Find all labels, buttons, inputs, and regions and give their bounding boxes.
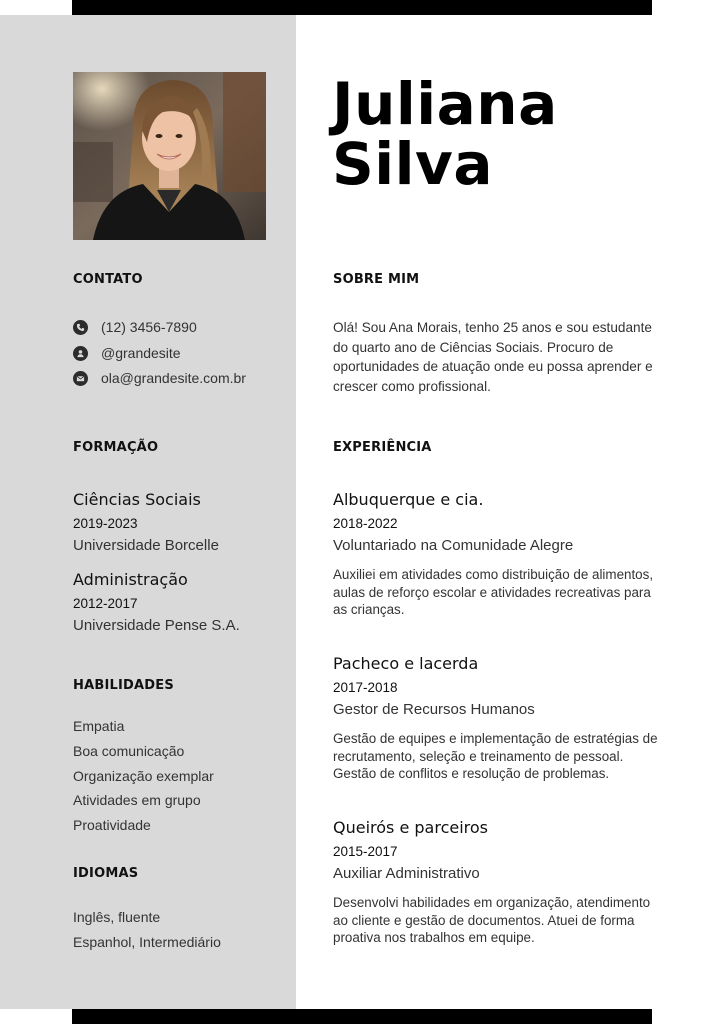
skill-item: Atividades em grupo bbox=[73, 792, 201, 808]
job-company: Pacheco e lacerda bbox=[333, 654, 479, 673]
education-title: Ciências Sociais bbox=[73, 490, 201, 509]
skill-item: Boa comunicação bbox=[73, 743, 185, 759]
skill-item: Proatividade bbox=[73, 817, 151, 833]
phone-icon bbox=[73, 320, 88, 335]
languages-heading: IDIOMAS bbox=[73, 866, 139, 881]
job-role: Auxiliar Administrativo bbox=[333, 865, 480, 882]
top-border-bar bbox=[72, 0, 652, 15]
user-icon bbox=[73, 346, 88, 361]
last-name: Silva bbox=[332, 130, 493, 198]
language-item: Espanhol, Intermediário bbox=[73, 934, 221, 950]
about-heading: SOBRE MIM bbox=[333, 272, 420, 287]
contact-heading: CONTATO bbox=[73, 272, 143, 287]
job-role: Voluntariado na Comunidade Alegre bbox=[333, 537, 574, 554]
email-text: ola@grandesite.com.br bbox=[101, 370, 246, 386]
person-name bbox=[332, 70, 558, 198]
education-years: 2019-2023 bbox=[73, 516, 138, 531]
education-heading: FORMAÇÃO bbox=[73, 440, 159, 455]
first-name: Juliana bbox=[332, 70, 558, 138]
phone-text: (12) 3456-7890 bbox=[101, 319, 197, 335]
contact-phone bbox=[73, 317, 197, 337]
contact-email bbox=[73, 368, 246, 388]
contact-social bbox=[73, 343, 181, 363]
job-years: 2015-2017 bbox=[333, 844, 398, 859]
job-company: Queirós e parceiros bbox=[333, 818, 489, 837]
profile-photo bbox=[73, 72, 266, 240]
language-item: Inglês, fluente bbox=[73, 909, 161, 925]
bottom-border-bar bbox=[72, 1009, 652, 1024]
skill-item: Empatia bbox=[73, 718, 125, 734]
job-company: Albuquerque e cia. bbox=[333, 490, 484, 509]
skill-item: Organização exemplar bbox=[73, 768, 214, 784]
job-description: Auxiliei em atividades como distribuição de alimentos, aulas de reforço escolar e atividades recreativas para as crianças. bbox=[333, 567, 654, 617]
mail-icon bbox=[73, 371, 88, 386]
about-text: Olá! Sou Ana Morais, tenho 25 anos e sou estudante do quarto ano de Ciências Sociais. Procuro de oportunidades de atuação onde eu possa aprender e crescer como profissional. bbox=[333, 320, 653, 394]
skills-heading: HABILIDADES bbox=[73, 678, 174, 693]
education-title: Administração bbox=[73, 570, 188, 589]
experience-heading: EXPERIÊNCIA bbox=[333, 440, 432, 455]
education-years: 2012-2017 bbox=[73, 596, 138, 611]
job-description: Gestão de equipes e implementação de estratégias de recrutamento, seleção e treinamento de pessoal. Gestão de conflitos e resolução de problemas. bbox=[333, 731, 658, 781]
job-role: Gestor de Recursos Humanos bbox=[333, 701, 535, 718]
education-school: Universidade Pense S.A. bbox=[73, 617, 240, 634]
job-years: 2018-2022 bbox=[333, 516, 398, 531]
job-description: Desenvolvi habilidades em organização, atendimento ao cliente e gestão de documentos. Atuei de forma proativa nos trabalhos em equipe. bbox=[333, 895, 651, 945]
social-text: @grandesite bbox=[101, 345, 181, 361]
job-years: 2017-2018 bbox=[333, 680, 398, 695]
education-school: Universidade Borcelle bbox=[73, 537, 219, 554]
